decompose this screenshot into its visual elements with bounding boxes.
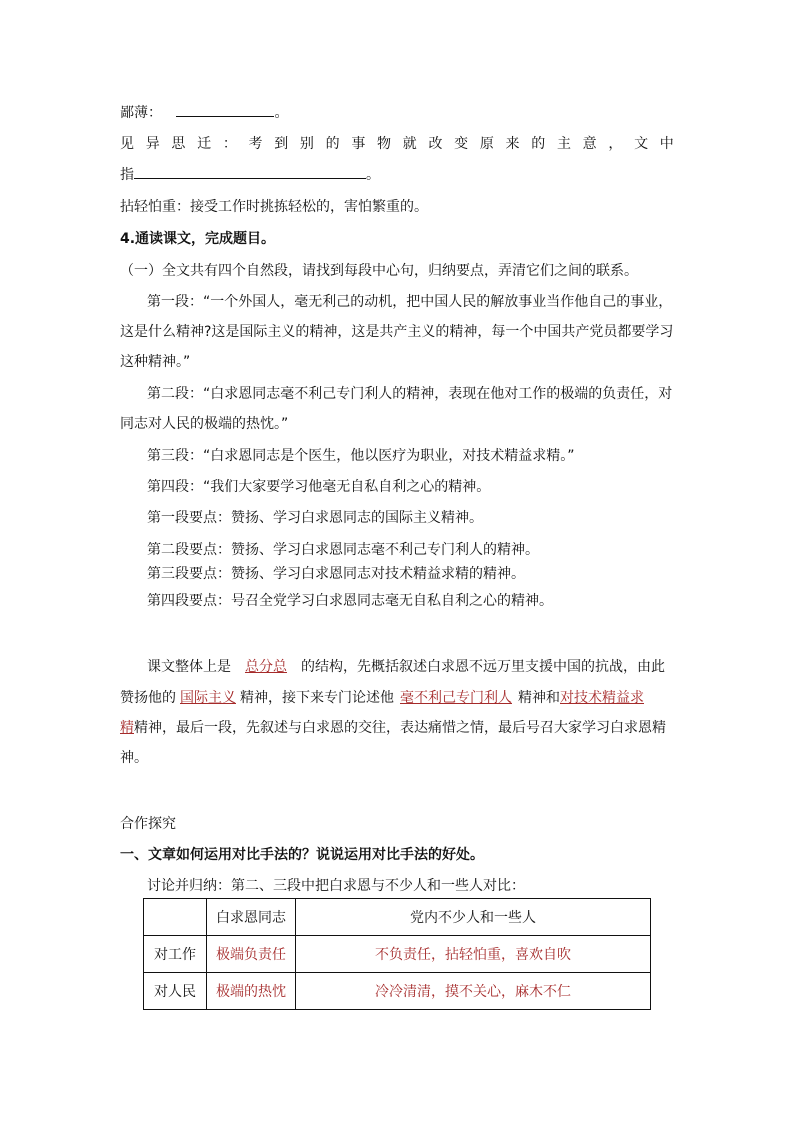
summary-line4: 神。 <box>120 750 148 766</box>
q4-heading: 4.通读课文，完成题目。 <box>120 231 276 247</box>
discussion-intro: 讨论并归纳：第二、三段中把白求恩与不少人和一些人对比： <box>147 878 525 894</box>
answer-spirit-3a: 对技术精益求 <box>560 690 644 706</box>
vocab-zhi: 指 。 <box>120 164 380 185</box>
justified-char: 物 <box>377 136 392 152</box>
answer-spirit-3b: 精 <box>120 720 134 736</box>
justified-char: 见 <box>120 136 134 152</box>
justified-char: 就 <box>402 136 417 152</box>
para4: 第四段：“我们大家要学习他毫无自私自利之心的精神。 <box>147 479 491 495</box>
table-row <box>144 973 651 1010</box>
justified-char: 的 <box>531 136 546 152</box>
keypoint-4: 第四段要点：号召全党学习白求恩同志毫无自私自利之心的精神。 <box>147 593 553 609</box>
answer-blank[interactable] <box>134 164 366 179</box>
keypoint-2: 第二段要点：赞扬、学习白求恩同志毫不利己专门利人的精神。 <box>147 542 539 558</box>
table-row <box>144 936 651 973</box>
section-title: 合作探究 <box>120 816 176 832</box>
keypoint-3: 第三段要点：赞扬、学习白求恩同志对技术精益求精的精神。 <box>147 566 525 582</box>
comparison-table <box>143 898 651 1010</box>
para1-line1: 第一段：“一个外国人，毫无利己的动机，把中国人民的解放事业当作他自己的事业， <box>147 294 673 310</box>
justified-char: 迁 <box>197 136 212 152</box>
explore-question-1: 一、文章如何运用对比手法的？说说运用对比手法的好处。 <box>120 847 484 863</box>
table-cell: 极端负责任 <box>207 936 296 973</box>
justified-char: 事 <box>351 136 366 152</box>
table-cell: 对人民 <box>144 973 207 1010</box>
justified-char: 考 <box>248 136 263 152</box>
table-cell: 不负责任，拈轻怕重，喜欢自吹 <box>296 936 651 973</box>
justified-char: 文 <box>634 136 649 152</box>
summary-line2: 赞扬他的 国际主义 精神，接下来专门论述他 毫不利己专门利人 精神和对技术精益求 <box>120 690 644 706</box>
justified-char: 改 <box>428 136 443 152</box>
vocab-bibo: 鄙薄： 。 <box>120 102 288 123</box>
summary-line3: 精精神，最后一段，先叙述与白求恩的交往，表达痛惜之情，最后号召大家学习白求恩精 <box>120 720 666 736</box>
table-header-cell: 党内不少人和一些人 <box>296 899 651 936</box>
justified-char: ： <box>222 136 237 152</box>
vocab-tiaoqing: 拈轻怕重：接受工作时挑拣轻松的，害怕繁重的。 <box>120 199 428 215</box>
summary-line1: 课文整体上是 总分总 的结构，先概括叙述白求恩不远万里支援中国的抗战，由此 <box>147 659 665 675</box>
justified-char: 中 <box>659 136 674 152</box>
para2-line2: 同志对人民的极端的热忱。” <box>120 416 289 432</box>
justified-char: 别 <box>299 136 314 152</box>
justified-char: 原 <box>479 136 494 152</box>
table-cell: 冷冷清清，摸不关心，麻木不仁 <box>296 973 651 1010</box>
para1-line3: 这种精神。” <box>120 354 191 370</box>
justified-char: 的 <box>325 136 340 152</box>
table-header-cell <box>144 899 207 936</box>
table-cell: 极端的热忱 <box>207 973 296 1010</box>
table-cell: 对工作 <box>144 936 207 973</box>
justified-char: ， <box>608 136 623 152</box>
table-header-cell: 白求恩同志 <box>207 899 296 936</box>
q4-sub1: （一）全文共有四个自然段，请找到每段中心句，归纳要点，弄清它们之间的联系。 <box>120 263 638 279</box>
para1-line2: 这是什么精神?这是国际主义的精神，这是共产主义的精神，每一个中国共产党员都要学习 <box>120 324 674 340</box>
justified-char: 主 <box>556 136 571 152</box>
para2-line1: 第二段：“白求恩同志毫不利己专门利人的精神，表现在他对工作的极端的负责任，对 <box>147 386 673 402</box>
justified-char: 意 <box>582 136 597 152</box>
justified-char: 思 <box>171 136 186 152</box>
answer-structure: 总分总 <box>245 659 287 675</box>
keypoint-1: 第一段要点：赞扬、学习白求恩同志的国际主义精神。 <box>147 510 483 526</box>
answer-blank[interactable] <box>176 102 274 117</box>
para3: 第三段：“白求恩同志是个医生，他以医疗为职业，对技术精益求精。” <box>147 448 575 464</box>
justified-char: 变 <box>454 136 469 152</box>
table-header-row <box>144 899 651 936</box>
answer-spirit-1: 国际主义 <box>180 690 236 706</box>
vocab-jianyi <box>120 134 674 154</box>
justified-char: 来 <box>505 136 520 152</box>
answer-spirit-2: 毫不利己专门利人 <box>400 690 512 706</box>
justified-char: 到 <box>274 136 289 152</box>
justified-char: 异 <box>145 136 160 152</box>
